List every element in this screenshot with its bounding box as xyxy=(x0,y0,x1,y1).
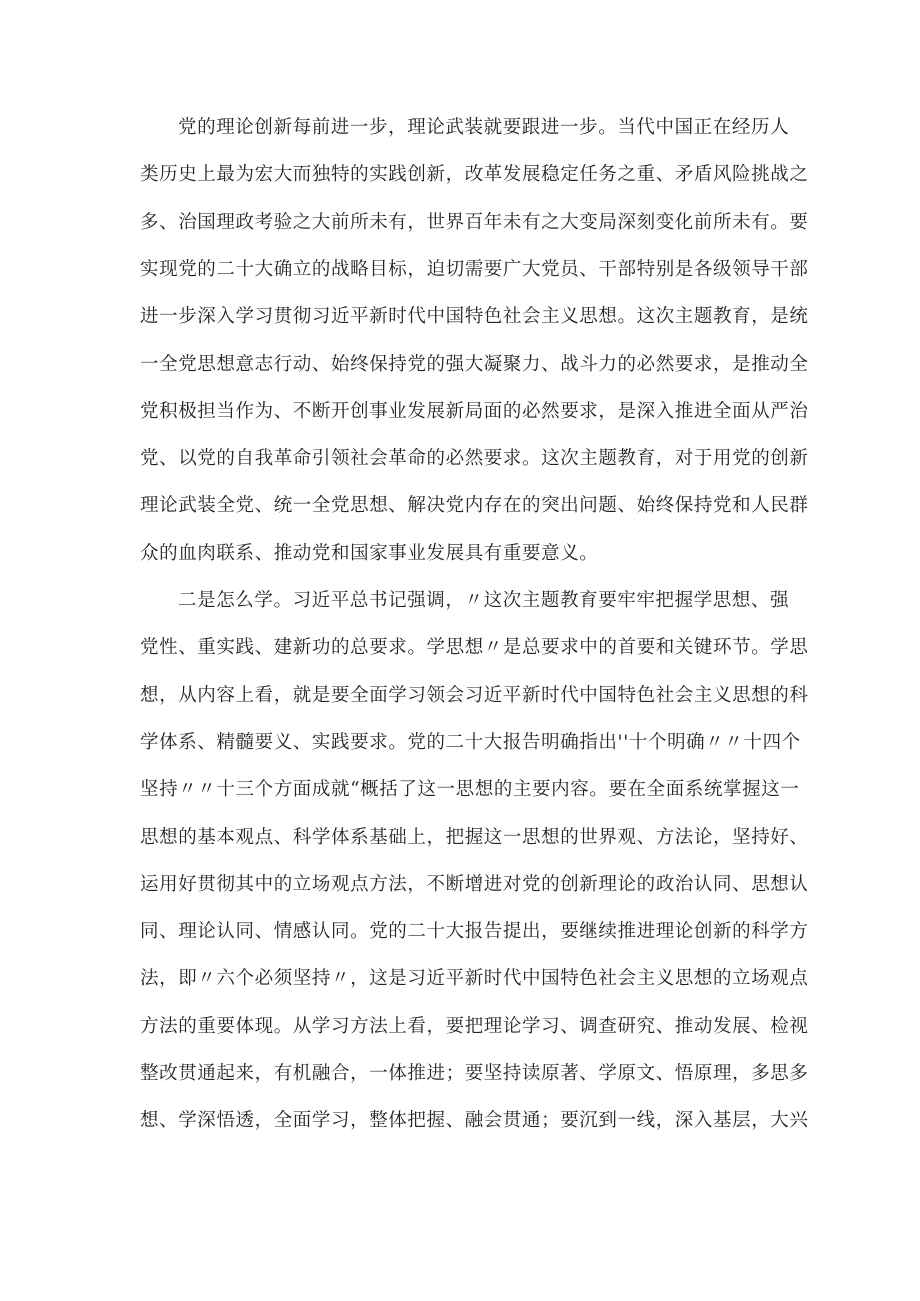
text-line: 进一步深入学习贯彻习近平新时代中国特色社会主义思想。这次主题教育，是统 xyxy=(140,306,809,328)
text-line: 类历史上最为宏大而独特的实践创新，改革发展稳定任务之重、矛盾风险挑战之 xyxy=(140,164,809,186)
text-line: 多、治国理政考验之大前所未有，世界百年未有之大变局深刻变化前所未有。要 xyxy=(140,211,809,233)
text-line: 一全党思想意志行动、始终保持党的强大凝聚力、战斗力的必然要求，是推动全 xyxy=(140,353,809,375)
text-line: 党积极担当作为、不断开创事业发展新局面的必然要求，是深入推进全面从严治 xyxy=(140,400,809,422)
text-line: 想、学深悟透，全面学习，整体把握、融会贯通；要沉到一线，深入基层，大兴 xyxy=(140,1110,809,1132)
text-line: 坚持〃〃十三个方面成就“概括了这一思想的主要内容。要在全面系统掌握这一 xyxy=(140,779,800,801)
text-line: 党、以党的自我革命引领社会革命的必然要求。这次主题教育，对于用党的创新 xyxy=(140,448,809,470)
text-line: 法，即〃六个必须坚持〃，这是习近平新时代中国特色社会主义思想的立场观点 xyxy=(140,968,809,990)
text-line: 二是怎么学。习近平总书记强调，〃这次主题教育要牢牢把握学思想、强 xyxy=(178,590,790,611)
text-line: 理论武装全党、统一全党思想、解决党内存在的突出问题、始终保持党和人民群 xyxy=(140,495,809,517)
text-line: 思想的基本观点、科学体系基础上，把握这一思想的世界观、方法论，坚持好、 xyxy=(140,826,809,848)
text-line: 想，从内容上看，就是要全面学习领会习近平新时代中国特色社会主义思想的科 xyxy=(140,684,809,706)
text-line: 同、理论认同、情感认同。党的二十大报告提出，要继续推进理论创新的科学方 xyxy=(140,921,809,943)
text-line: 党性、重实践、建新功的总要求。学思想〃是总要求中的首要和关键环节。学思 xyxy=(140,637,809,659)
text-line: 党的理论创新每前进一步，理论武装就要跟进一步。当代中国正在经历人 xyxy=(178,117,790,138)
text-line: 学体系、精髓要义、实践要求。党的二十大报告明确指出''十个明确〃〃十四个 xyxy=(140,731,801,753)
text-line: 运用好贯彻其中的立场观点方法，不断增进对党的创新理论的政治认同、思想认 xyxy=(140,873,809,895)
text-line: 整改贯通起来，有机融合，一体推进；要坚持读原著、学原文、悟原理，多思多 xyxy=(140,1063,809,1084)
text-line: 众的血肉联系、推动党和国家事业发展具有重要意义。 xyxy=(140,542,599,564)
text-line: 实现党的二十大确立的战略目标，迫切需要广大党员、干部特别是各级领导干部 xyxy=(140,258,809,280)
text-line: 方法的重要体现。从学习方法上看，要把理论学习、调查研究、推动发展、检视 xyxy=(140,1015,809,1037)
